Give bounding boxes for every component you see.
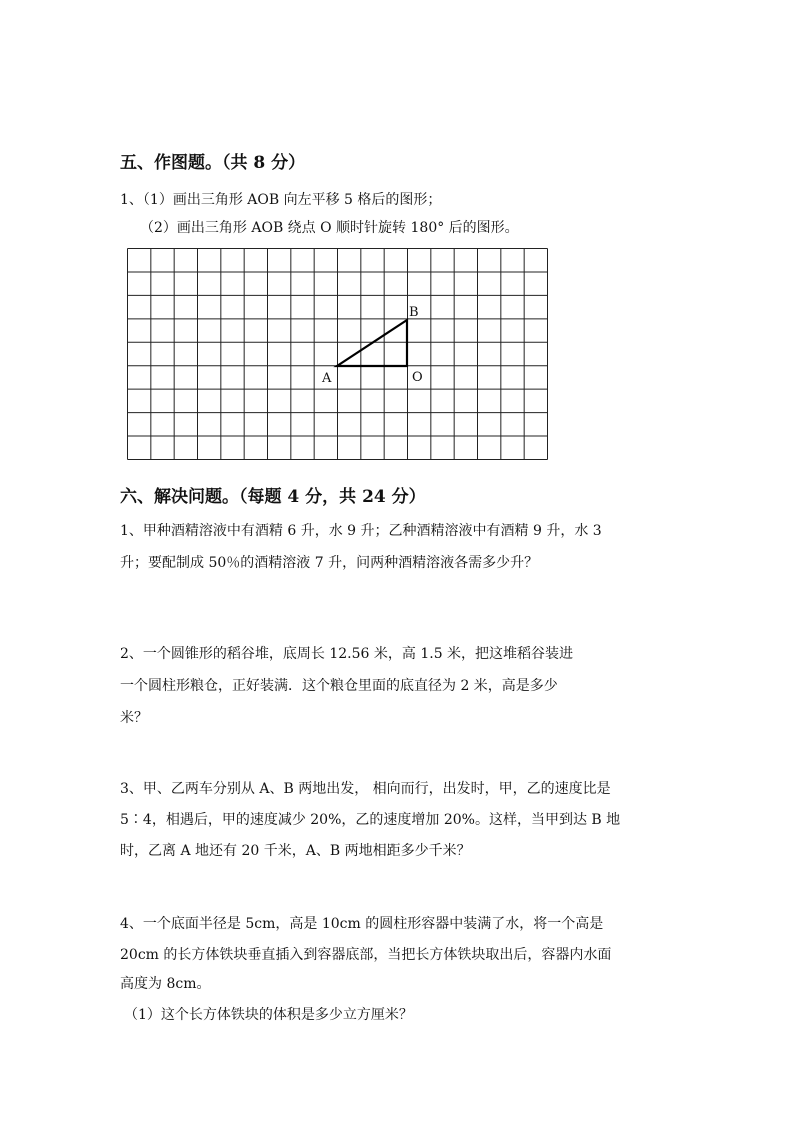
question-6-2-line-2: 一个圆柱形粮仓，正好装满．这个粮仓里面的底直径为 2 米，高是多少 (120, 678, 558, 694)
question-6-1-line-2: 升；要配制成 50％的酒精溶液 7 升，问两种酒精溶液各需多少升？ (120, 555, 539, 571)
question-6-2-line-3: 米？ (120, 710, 148, 726)
section5-title: 五、作图题。（共 8 分） (120, 153, 306, 173)
question-5-1-part1: 1、（1）画出三角形 AOB 向左平移 5 格后的图形； (120, 192, 442, 208)
point-b-label: B (409, 305, 419, 320)
drawing-grid (127, 248, 548, 460)
question-5-1-part2: （2）画出三角形 AOB 绕点 O 顺时针旋转 180° 后的图形。 (140, 220, 519, 236)
question-6-2-line-1: 2、一个圆锥形的稻谷堆，底周长 12.56 米，高 1.5 米，把这堆稻谷装进 (120, 646, 574, 662)
section6-title: 六、解决问题。（每题 4 分，共 24 分） (120, 487, 426, 507)
question-6-4-line-1: 4、一个底面半径是 5cm，高是 10cm 的圆柱形容器中装满了水，将一个高是 (120, 916, 604, 932)
grid-svg (127, 248, 548, 460)
question-6-3-line-3: 时，乙离 A 地还有 20 千米，A、B 两地相距多少千米？ (120, 843, 471, 859)
point-o-label: O (412, 370, 423, 385)
point-a-label: A (322, 371, 332, 386)
question-6-4-sub-1: （1）这个长方体铁块的体积是多少立方厘米？ (124, 1007, 413, 1023)
question-6-4-line-2: 20cm 的长方体铁块垂直插入到容器底部，当把长方体铁块取出后，容器内水面 (120, 947, 612, 963)
question-6-3-line-1: 3、甲、乙两车分别从 A、B 两地出发， 相向而行，出发时，甲，乙的速度比是 (120, 781, 611, 797)
question-6-4-line-3: 高度为 8cm。 (120, 976, 211, 992)
triangle-aob (337, 320, 407, 366)
question-6-3-line-2: 5∶4，相遇后，甲的速度减少 20%，乙的速度增加 20%。这样，当甲到达 B 地 (120, 812, 621, 828)
question-6-1-line-1: 1、甲种酒精溶液中有酒精 6 升，水 9 升；乙种酒精溶液中有酒精 9 升，水 3 (120, 523, 602, 539)
grid-lines (128, 249, 548, 460)
